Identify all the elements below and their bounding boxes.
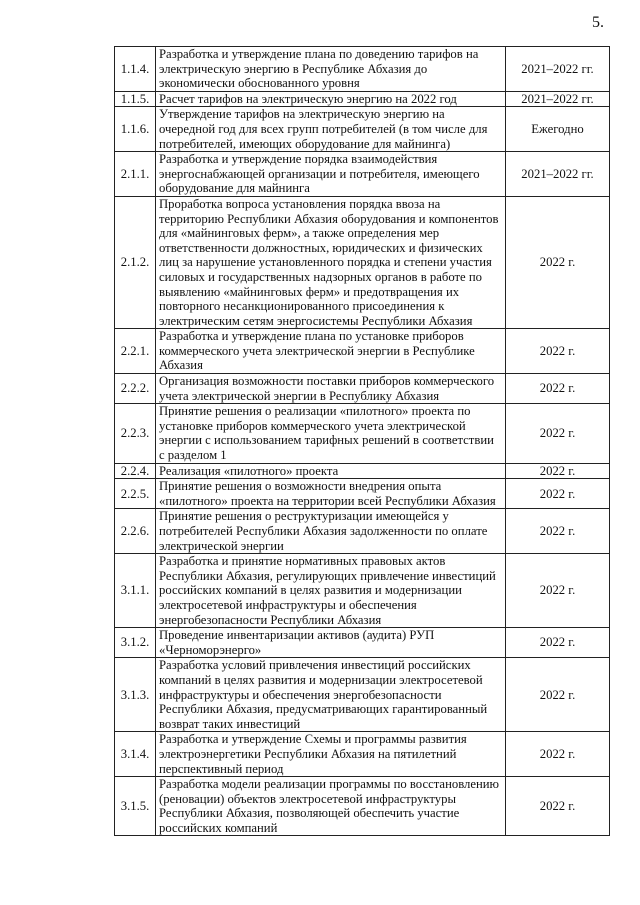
item-deadline: 2022 г. [506, 509, 610, 554]
item-number: 2.2.4. [115, 463, 156, 479]
item-description: Разработка и утверждение порядка взаимодействия энергоснабжающей организации и потребителя, имеющего оборудование для майнинга [156, 152, 506, 197]
table-row [115, 107, 610, 152]
item-deadline: 2021–2022 гг. [506, 152, 610, 197]
item-deadline: 2022 г. [506, 374, 610, 404]
item-description: Принятие решения о возможности внедрения опыта «пилотного» проекта на территории всей Республики Абхазия [156, 479, 506, 509]
item-description: Разработка и утверждение плана по установке приборов коммерческого учета электрической энергии в Республике Абхазия [156, 329, 506, 374]
item-deadline: Ежегодно [506, 107, 610, 152]
table-row [115, 374, 610, 404]
item-description: Реализация «пилотного» проекта [156, 463, 506, 479]
item-number: 2.2.2. [115, 374, 156, 404]
item-number: 2.2.5. [115, 479, 156, 509]
item-description: Принятие решения о реализации «пилотного» проекта по установке приборов коммерческого учета электрической энергии с использованием тарифных решений в соответствии с разделом 1 [156, 404, 506, 463]
item-description: Разработка и утверждение плана по доведению тарифов на электрическую энергию в Республике Абхазия до экономически обоснованного уровня [156, 47, 506, 92]
item-description: Организация возможности поставки приборов коммерческого учета электрической энергии в Республику Абхазия [156, 374, 506, 404]
item-description: Принятие решения о реструктуризации имеющейся у потребителей Республики Абхазия задолженности по оплате электрической энергии [156, 509, 506, 554]
item-deadline: 2022 г. [506, 554, 610, 628]
item-deadline: 2021–2022 гг. [506, 91, 610, 107]
table-row [115, 329, 610, 374]
table-row [115, 509, 610, 554]
table-row [115, 777, 610, 836]
item-deadline: 2022 г. [506, 329, 610, 374]
item-deadline: 2021–2022 гг. [506, 47, 610, 92]
table-row [115, 196, 610, 328]
item-description: Утверждение тарифов на электрическую энергию на очередной год для всех групп потребителей (в том числе для потребителей, имеющих оборудование для майнинга) [156, 107, 506, 152]
item-number: 1.1.6. [115, 107, 156, 152]
table-row [115, 479, 610, 509]
table-row [115, 732, 610, 777]
item-deadline: 2022 г. [506, 463, 610, 479]
item-description: Проведение инвентаризации активов (аудита) РУП «Черноморэнерго» [156, 628, 506, 658]
item-number: 2.1.2. [115, 196, 156, 328]
item-description: Проработка вопроса установления порядка ввоза на территорию Республики Абхазия оборудования и компонентов для «майнинговых ферм», а также определения мер ответственности должностных, юридических и физических лиц за нарушение установленного порядка и степени участия силовых и государственных надзорных органов в работе по выявлению «майнинговых ферм» и предотвращения их повторного несанкционированного присоединения к электрическим сетям энергосистемы Республики Абхазия [156, 196, 506, 328]
item-description: Расчет тарифов на электрическую энергию на 2022 год [156, 91, 506, 107]
item-deadline: 2022 г. [506, 628, 610, 658]
item-deadline: 2022 г. [506, 777, 610, 836]
item-deadline: 2022 г. [506, 404, 610, 463]
plan-table [114, 46, 610, 836]
table-row [115, 152, 610, 197]
plan-table-body [115, 47, 610, 836]
item-description: Разработка условий привлечения инвестиций российских компаний в целях развития и модернизации электросетевой инфраструктуры и обеспечения энергобезопасности Республики Абхазия, предусматривающих гарантированный возврат таких инвестиций [156, 658, 506, 732]
item-number: 2.2.3. [115, 404, 156, 463]
item-number: 3.1.1. [115, 554, 156, 628]
table-row [115, 628, 610, 658]
table-row [115, 554, 610, 628]
table-row [115, 463, 610, 479]
item-deadline: 2022 г. [506, 479, 610, 509]
page-number: 5. [592, 14, 604, 31]
table-row [115, 658, 610, 732]
item-number: 3.1.2. [115, 628, 156, 658]
item-number: 3.1.4. [115, 732, 156, 777]
item-number: 2.1.1. [115, 152, 156, 197]
item-deadline: 2022 г. [506, 732, 610, 777]
item-description: Разработка и утверждение Схемы и программы развития электроэнергетики Республики Абхазия на пятилетний перспективный период [156, 732, 506, 777]
item-deadline: 2022 г. [506, 658, 610, 732]
item-description: Разработка и принятие нормативных правовых актов Республики Абхазия, регулирующих привлечение инвестиций российских компаний в целях развития и модернизации электросетевой инфраструктуры и обеспечения энергобезопасности Республики Абхазия [156, 554, 506, 628]
item-number: 2.2.6. [115, 509, 156, 554]
item-number: 3.1.5. [115, 777, 156, 836]
item-number: 1.1.4. [115, 47, 156, 92]
item-number: 3.1.3. [115, 658, 156, 732]
table-row [115, 91, 610, 107]
table-row [115, 404, 610, 463]
table-row [115, 47, 610, 92]
item-number: 1.1.5. [115, 91, 156, 107]
item-description: Разработка модели реализации программы по восстановлению (реновации) объектов электросетевой инфраструктуры Республики Абхазия, позволяющей обеспечить участие российских компаний [156, 777, 506, 836]
item-number: 2.2.1. [115, 329, 156, 374]
item-deadline: 2022 г. [506, 196, 610, 328]
